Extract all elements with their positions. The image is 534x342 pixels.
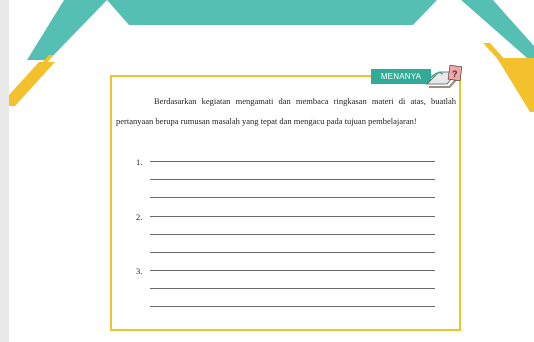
item-number: 1. (136, 157, 143, 167)
answer-line[interactable] (150, 161, 435, 162)
instruction-text (116, 91, 456, 131)
answer-line[interactable] (150, 288, 435, 289)
teal-band-left (27, 0, 107, 60)
answer-line[interactable] (150, 252, 435, 253)
answer-line[interactable] (150, 270, 435, 271)
answer-line[interactable] (150, 179, 435, 180)
menanya-badge (369, 64, 465, 86)
worksheet-page (9, 0, 534, 342)
instruction-body: Berdasarkan kegiatan mengamati dan membaca ringkasan materi di atas, buatlah pertanyaan berupa rumusan masalah yang tepat dan mengacu pada tujuan pembelajaran! (116, 96, 456, 126)
question-mark-book-icon (425, 64, 465, 90)
item-number: 3. (136, 266, 143, 276)
answer-line[interactable] (150, 197, 435, 198)
answer-line[interactable] (150, 216, 435, 217)
answer-line[interactable] (150, 234, 435, 235)
teal-banner-top (107, 0, 437, 25)
item-number: 2. (136, 212, 143, 222)
badge-label: MENANYA (371, 69, 431, 84)
answer-line[interactable] (150, 306, 435, 307)
svg-text:?: ? (452, 69, 458, 79)
viewer-left-margin (0, 0, 9, 342)
yellow-stripe-right-2 (497, 58, 534, 112)
